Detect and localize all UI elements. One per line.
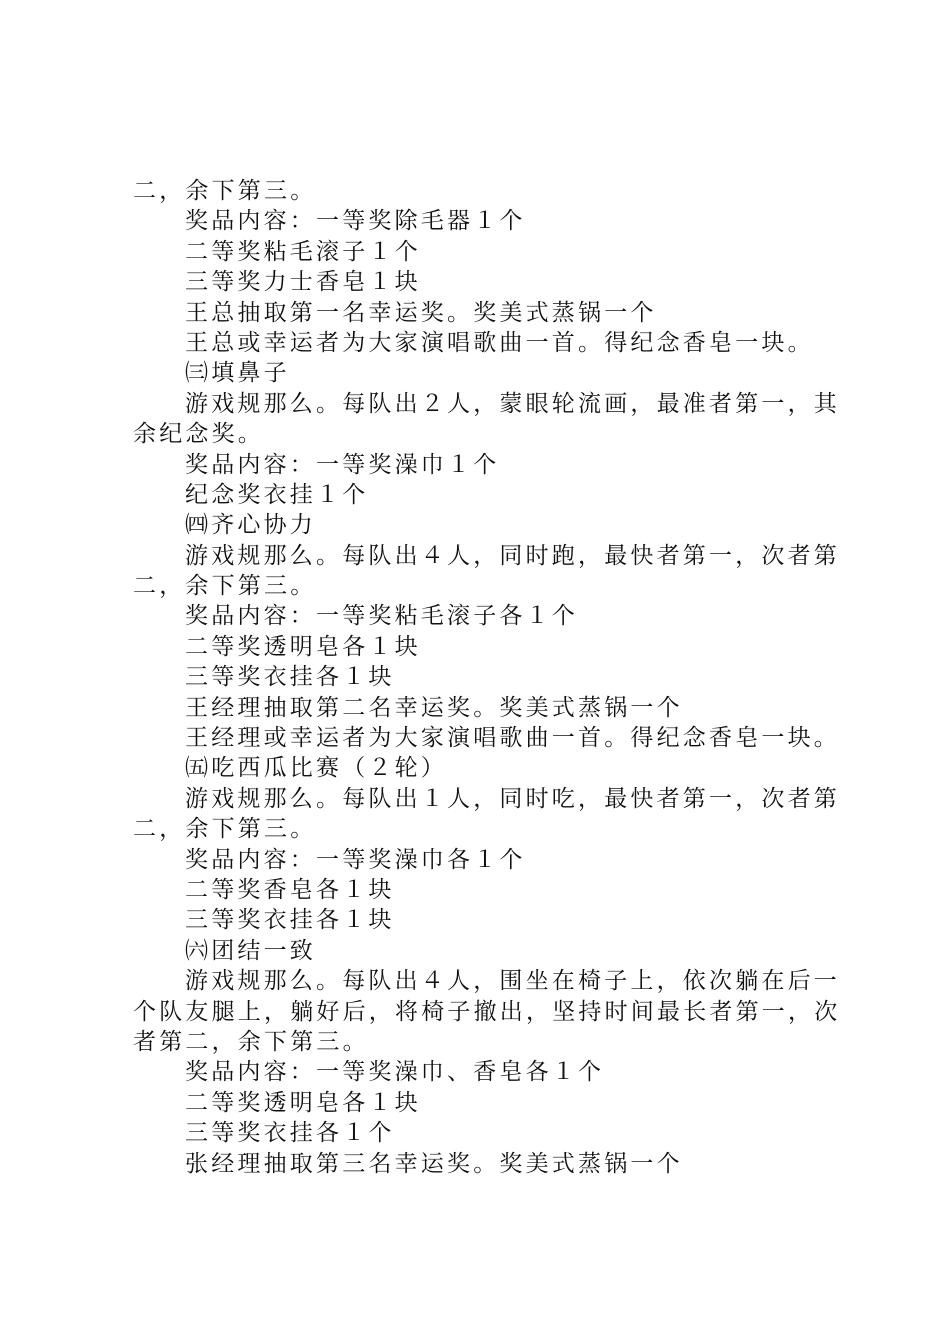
text-line: 二，余下第三。: [133, 816, 317, 843]
text-line: 游戏规那么。每队出１人，同时吃，最快者第一，次者第: [185, 785, 840, 812]
text-line: 二等奖粘毛滚子１个: [185, 238, 421, 265]
text-line: 奖品内容：一等奖澡巾１个: [185, 451, 500, 478]
document-body: [133, 176, 841, 1179]
text-line: 王总抽取第一名幸运奖。奖美式蒸锅一个: [185, 299, 657, 326]
text-line: 三等奖力士香皂１块: [185, 269, 421, 296]
text-line: 王总或幸运者为大家演唱歌曲一首。得纪念香皂一块。: [185, 329, 814, 356]
text-line: 二，余下第三。: [133, 178, 317, 204]
text-line: 二等奖香皂各１块: [185, 876, 395, 903]
text-line: 三等奖衣挂各１块: [185, 664, 395, 691]
text-line: 游戏规那么。每队出４人，同时跑，最快者第一，次者第: [185, 542, 840, 569]
text-line: 王经理抽取第二名幸运奖。奖美式蒸锅一个: [185, 694, 683, 721]
text-line: 游戏规那么。每队出４人，围坐在椅子上，依次躺在后一: [185, 968, 840, 995]
section-heading: ㈣齐心协力: [185, 512, 316, 539]
text-line: 三等奖衣挂各１个: [185, 1120, 395, 1147]
text-line: 游戏规那么。每队出２人，蒙眼轮流画，最准者第一，其: [185, 390, 840, 417]
text-line: 二等奖透明皂各１块: [185, 633, 421, 660]
text-line: 张经理抽取第三名幸运奖。奖美式蒸锅一个: [185, 1150, 683, 1177]
text-line: 纪念奖衣挂１个: [185, 481, 369, 508]
text-line: 个队友腿上，躺好后，将椅子撤出，坚持时间最长者第一，次: [133, 998, 841, 1025]
section-heading: ㈤吃西瓜比赛（２轮）: [185, 755, 447, 782]
text-line: 奖品内容：一等奖澡巾各１个: [185, 846, 526, 873]
text-line: 奖品内容：一等奖除毛器１个: [185, 208, 526, 235]
text-line: 奖品内容：一等奖粘毛滚子各１个: [185, 603, 578, 630]
text-line: 奖品内容：一等奖澡巾、香皂各１个: [185, 1059, 605, 1086]
text-line: 二，余下第三。: [133, 573, 317, 600]
section-heading: ㈥团结一致: [185, 937, 316, 964]
text-line: 者第二，余下第三。: [133, 1028, 369, 1055]
text-line: 王经理或幸运者为大家演唱歌曲一首。得纪念香皂一块。: [185, 725, 840, 752]
text-line: 三等奖衣挂各１块: [185, 907, 395, 934]
section-heading: ㈢填鼻子: [185, 360, 290, 387]
text-line: 二等奖透明皂各１块: [185, 1089, 421, 1116]
text-line: 余纪念奖。: [133, 421, 264, 448]
